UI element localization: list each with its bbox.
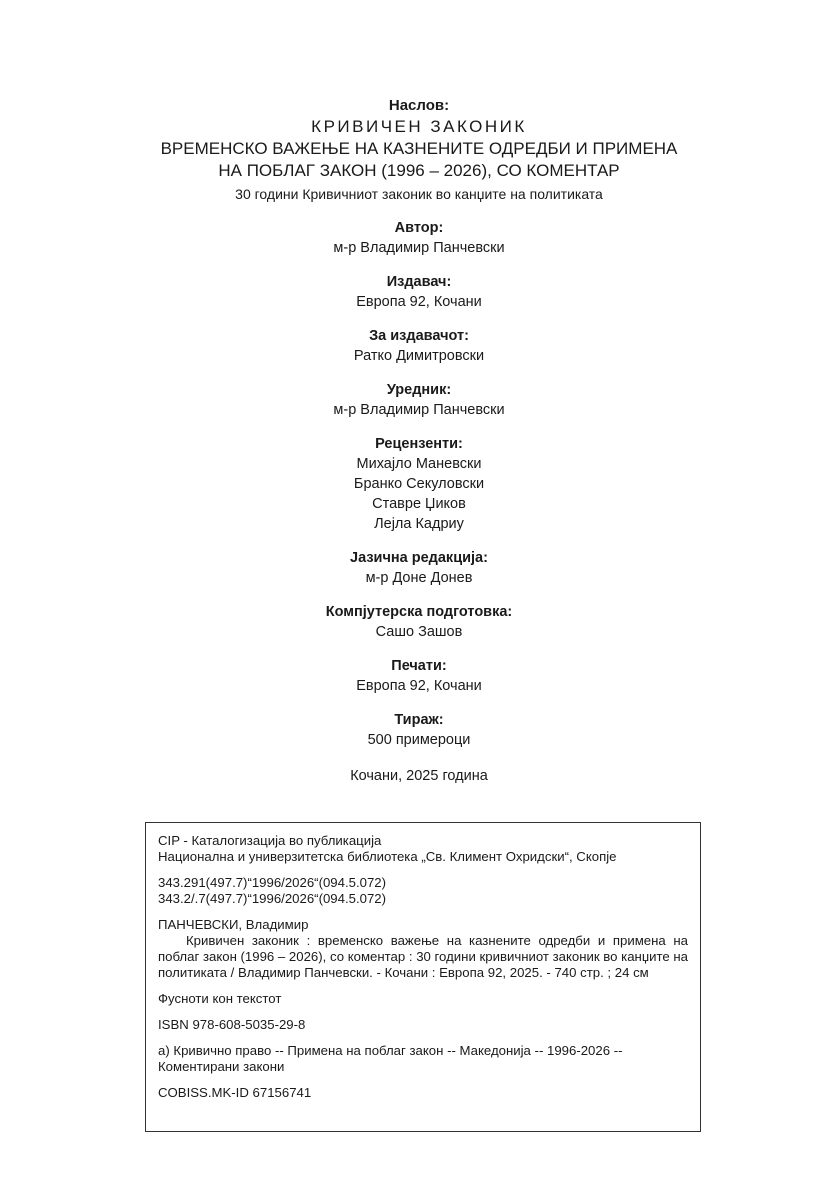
for-publisher-value: Ратко Димитровски xyxy=(353,348,485,364)
title-section xyxy=(0,96,838,204)
print-run-label: Тираж: xyxy=(394,712,444,728)
title-label: Наслов: xyxy=(388,97,450,114)
cip-library: Национална и универзитетска библиотека „Св. Климент Охридски“, Скопје xyxy=(158,849,617,864)
reviewers-label: Рецензенти: xyxy=(375,436,463,452)
print-run-section xyxy=(0,710,838,750)
book-subtitle-line-1: ВРЕМЕНСКО ВАЖЕЊЕ НА КАЗНЕНИТЕ ОДРЕДБИ И ПРИМЕНА xyxy=(160,139,678,158)
cip-description: Кривичен законик : временско важење на казнените одредби и примена на поблаг закон (1996 – 2026), со коментар : 30 години кривичниот законик во канџите на политиката / Владимир Панчевски. - Кочани : Европа 92, 2025. - 740 стр. ; 24 см xyxy=(158,933,688,980)
printed-by-value: Европа 92, Кочани xyxy=(356,678,482,694)
publisher-value: Европа 92, Кочани xyxy=(356,294,482,310)
language-editing-value: м-р Доне Донев xyxy=(365,570,473,586)
cip-isbn: ISBN 978-608-5035-29-8 xyxy=(158,1017,306,1032)
place-year: Кочани, 2025 година xyxy=(350,768,488,784)
cip-subjects: а) Кривично право -- Примена на поблаг закон -- Македонија -- 1996-2026 -- Коментирани закони xyxy=(158,1043,623,1074)
reviewer-name: Михајло Маневски xyxy=(356,456,482,472)
reviewer-name: Ставре Џиков xyxy=(372,496,466,512)
for-publisher-section xyxy=(0,326,838,366)
reviewers-section xyxy=(0,434,838,534)
printed-by-label: Печати: xyxy=(391,658,447,674)
for-publisher-label: За издавачот: xyxy=(369,328,469,344)
cip-record-box xyxy=(145,822,701,1132)
cip-heading: CIP - Каталогизација во публикација xyxy=(158,833,382,848)
printed-by-section xyxy=(0,656,838,696)
book-tagline: 30 години Кривичниот законик во канџите на политиката xyxy=(235,186,603,202)
editor-label: Уредник: xyxy=(386,382,452,398)
publisher-label: Издавач: xyxy=(386,274,452,290)
author-label: Автор: xyxy=(394,220,444,236)
computer-prep-value: Сашо Зашов xyxy=(375,624,463,640)
cip-cobiss-id: COBISS.MK-ID 67156741 xyxy=(158,1085,312,1100)
cip-udc-2: 343.2/.7(497.7)“1996/2026“(094.5.072) xyxy=(158,891,387,906)
author-section xyxy=(0,218,838,258)
editor-value: м-р Владимир Панчевски xyxy=(333,402,505,418)
reviewer-name: Лејла Кадриу xyxy=(374,516,464,532)
computer-prep-label: Компјутерска подготовка: xyxy=(325,604,513,620)
cip-udc-1: 343.291(497.7)“1996/2026“(094.5.072) xyxy=(158,875,387,890)
imprint-column xyxy=(0,96,838,786)
language-editing-label: Јазична редакција: xyxy=(350,550,488,566)
language-editing-section xyxy=(0,548,838,588)
reviewer-name: Бранко Секуловски xyxy=(353,476,485,492)
book-title: КРИВИЧЕН ЗАКОНИК xyxy=(311,117,527,136)
publisher-section xyxy=(0,272,838,312)
computer-prep-section xyxy=(0,602,838,642)
book-subtitle-line-2: НА ПОБЛАГ ЗАКОН (1996 – 2026), СО КОМЕНТАР xyxy=(218,161,620,180)
print-run-value: 500 примероци xyxy=(367,732,471,748)
cip-author-heading: ПАНЧЕВСКИ, Владимир xyxy=(158,917,309,932)
author-value: м-р Владимир Панчевски xyxy=(333,240,505,256)
editor-section xyxy=(0,380,838,420)
cip-notes: Фусноти кон текстот xyxy=(158,991,282,1006)
